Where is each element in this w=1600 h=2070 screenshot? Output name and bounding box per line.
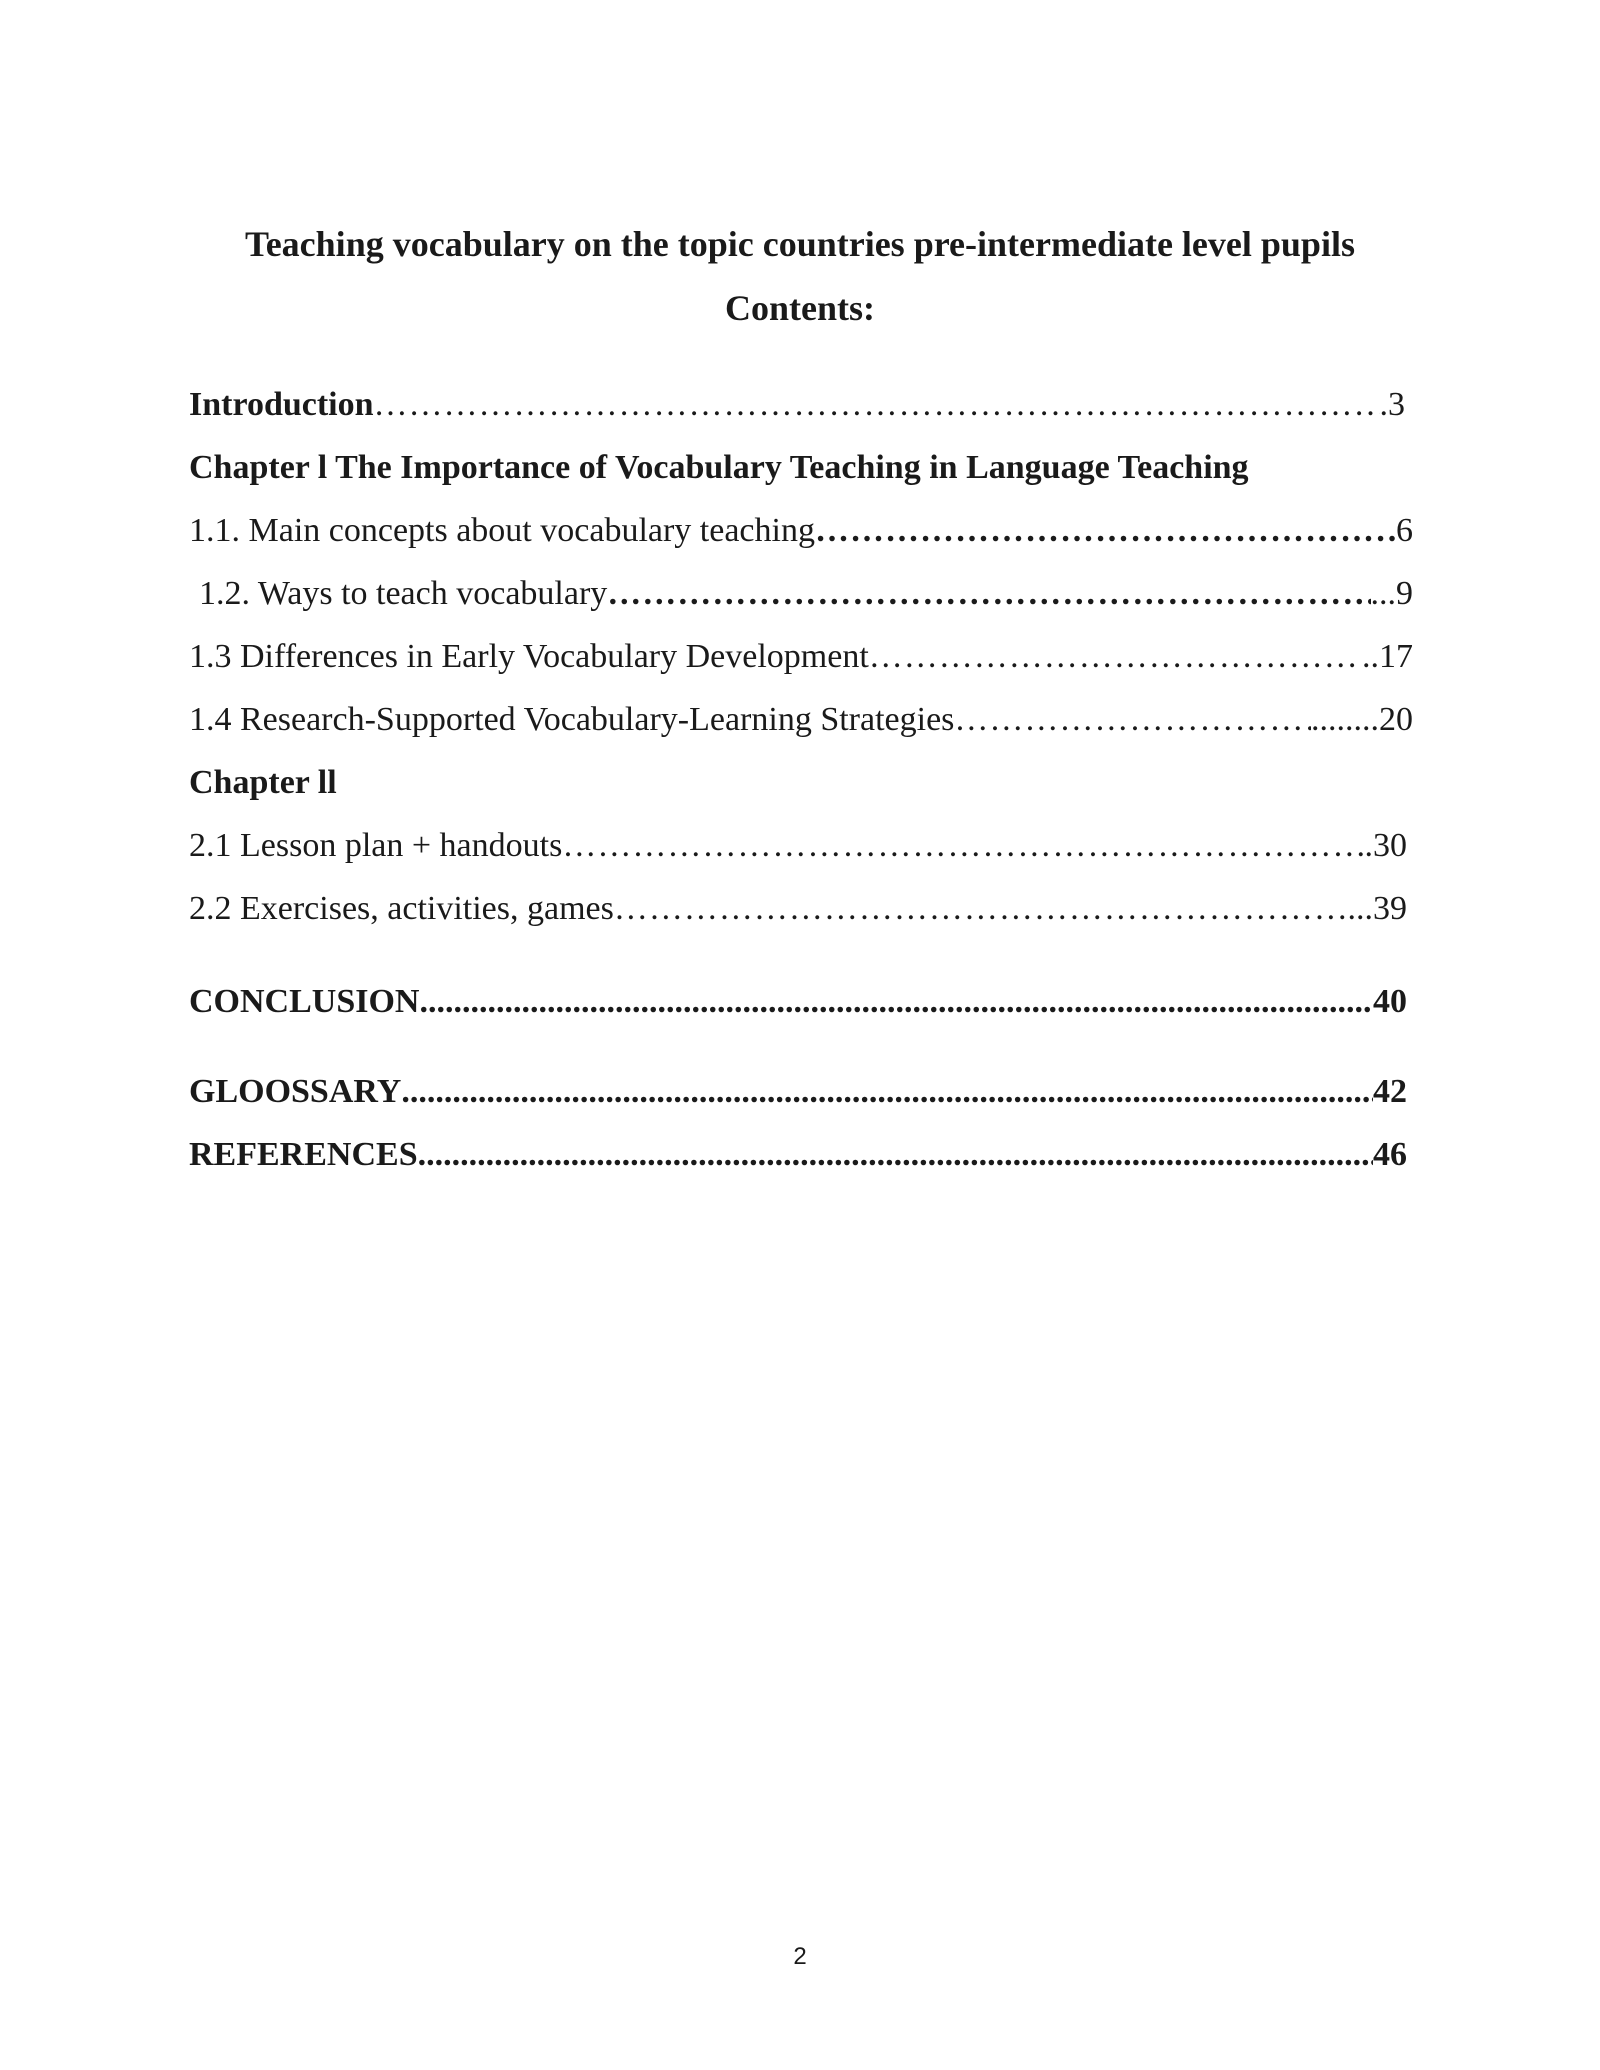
- dot-leader: [374, 383, 1380, 427]
- toc-entry-conclusion[interactable]: [189, 980, 1407, 1024]
- toc-page-number: ........20: [1311, 701, 1413, 738]
- toc-label: 1.4 Research-Supported Vocabulary-Learning Strategies: [189, 701, 955, 738]
- toc-page-number: ..17: [1362, 638, 1413, 675]
- toc-entry-chapter-2[interactable]: [189, 761, 789, 805]
- dot-leader: [607, 572, 1370, 616]
- toc-page-number: .30: [1364, 827, 1407, 864]
- dot-leader: [418, 1133, 1373, 1177]
- toc-label: GLOOSSARY: [189, 1073, 402, 1110]
- toc-label: 1.2. Ways to teach vocabulary: [199, 575, 608, 612]
- dot-leader: [815, 509, 1396, 553]
- toc-label: 2.2 Exercises, activities, games: [189, 890, 614, 927]
- toc-label: Chapter ll: [189, 764, 337, 801]
- toc-label: 2.1 Lesson plan + handouts: [189, 827, 563, 864]
- toc-page-number: 6: [1396, 512, 1413, 549]
- dot-leader: [869, 635, 1362, 679]
- toc-page-number: 46: [1373, 1136, 1407, 1173]
- toc-page-number: .3: [1379, 386, 1405, 423]
- toc-label: Introduction: [189, 386, 374, 423]
- toc-label: 1.1. Main concepts about vocabulary teaching: [189, 512, 815, 549]
- toc-label: REFERENCES: [189, 1136, 418, 1173]
- dot-leader: [419, 980, 1373, 1024]
- toc-entry-1-3[interactable]: [189, 635, 1413, 679]
- page-number: 2: [793, 1943, 807, 1970]
- toc-entry-1-1[interactable]: [189, 509, 1413, 553]
- toc-page-number: ...9: [1370, 575, 1413, 612]
- toc-page-number: ...39: [1347, 890, 1407, 927]
- toc-entry-glossary[interactable]: [189, 1070, 1407, 1114]
- toc-entry-2-2[interactable]: [189, 887, 1407, 931]
- dot-leader: [401, 1070, 1373, 1114]
- toc-page-number: 40: [1373, 983, 1407, 1020]
- dot-leader: [954, 698, 1311, 742]
- toc-label: CONCLUSION: [189, 983, 420, 1020]
- toc-entry-1-4[interactable]: [189, 698, 1413, 742]
- toc-entry-references[interactable]: [189, 1133, 1407, 1177]
- toc-label: 1.3 Differences in Early Vocabulary Development: [189, 638, 869, 675]
- toc-label: Chapter l The Importance of Vocabulary Teaching in Language Teaching: [189, 449, 1249, 486]
- toc-page-number: 42: [1373, 1073, 1407, 1110]
- dot-leader: [562, 824, 1364, 868]
- contents-heading: Contents:: [725, 288, 875, 328]
- dot-leader: [614, 887, 1348, 931]
- toc-entry-introduction[interactable]: [189, 383, 1405, 427]
- toc-entry-2-1[interactable]: [189, 824, 1407, 868]
- toc-entry-1-2[interactable]: [199, 572, 1413, 616]
- toc-entry-chapter-1[interactable]: [189, 446, 1409, 490]
- document-title: Teaching vocabulary on the topic countries pre-intermediate level pupils: [245, 224, 1355, 264]
